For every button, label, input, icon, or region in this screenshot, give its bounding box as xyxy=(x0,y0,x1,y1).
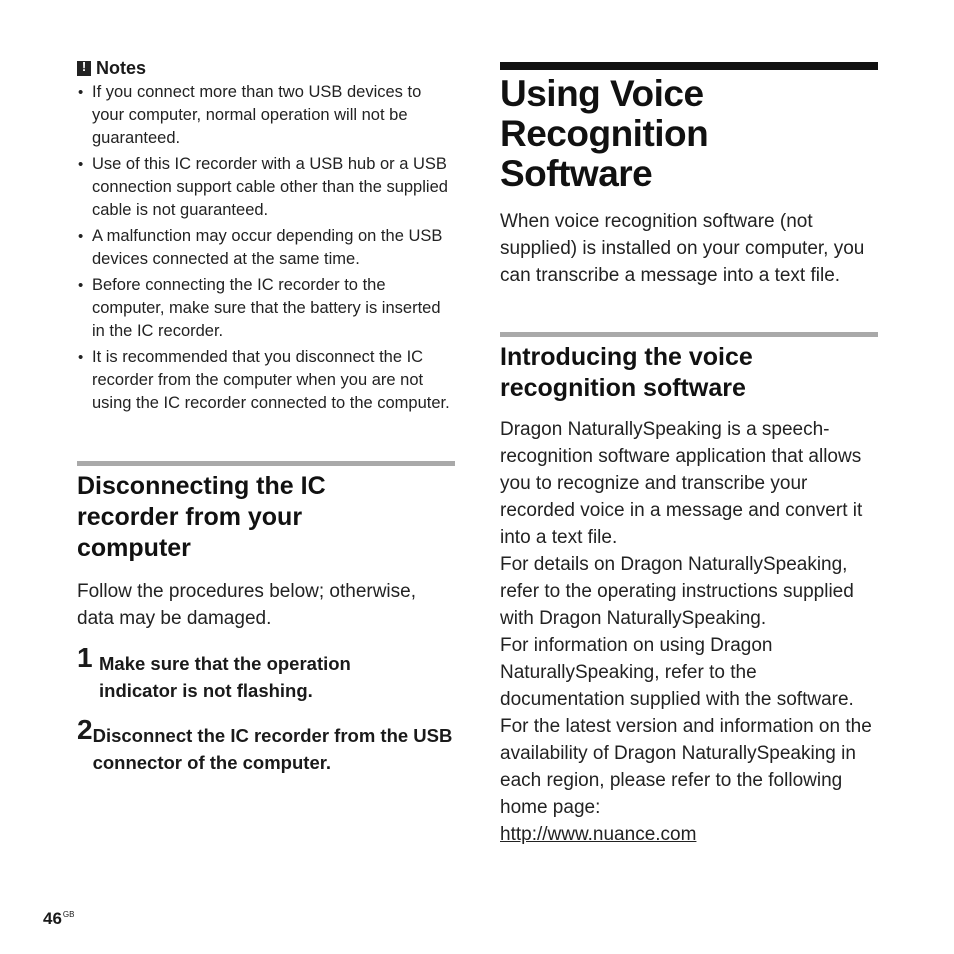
voice-intro: When voice recognition software (not supplied) is installed on your computer, you can transcribe a message into a text file. xyxy=(500,211,865,286)
section-divider xyxy=(77,461,455,466)
list-item: • It is recommended that you disconnect the IC recorder from the computer when you are not using the IC recorder connected to the computer. xyxy=(77,346,455,415)
list-item: • Before connecting the IC recorder to the computer, make sure that the battery is inserted in the IC recorder. xyxy=(77,274,455,343)
section-divider xyxy=(500,332,878,337)
step-2 xyxy=(77,714,455,776)
notes-heading-label: Notes xyxy=(96,58,147,78)
list-item: • Use of this IC recorder with a USB hub or a USB connection support cable other than the supplied cable is not guaranteed. xyxy=(77,153,455,222)
step-1 xyxy=(77,642,455,704)
right-column xyxy=(500,62,878,848)
voice-para-2: For details on Dragon NaturallySpeaking, refer to the operating instructions supplied with Dragon NaturallySpeaking. xyxy=(500,554,854,629)
disconnect-heading: Disconnecting the IC recorder from your computer xyxy=(77,472,326,562)
step-number: 2 xyxy=(77,714,93,745)
voice-para-3: For information on using Dragon NaturallySpeaking, refer to the documentation supplied with the software. For the latest version and information on the availability of Dragon NaturallySpeaking in each region, please refer to the following home page: xyxy=(500,635,872,818)
step-number: 1 xyxy=(77,642,93,673)
nuance-link[interactable]: http://www.nuance.com xyxy=(500,824,697,845)
page-number-value: 46 xyxy=(43,909,62,928)
voice-sub-heading: Introducing the voice recognition software xyxy=(500,343,753,402)
step-text: Disconnect the IC recorder from the USB connector of the computer. xyxy=(92,725,453,773)
list-item: • A malfunction may occur depending on the USB devices connected at the same time. xyxy=(77,225,455,271)
caution-icon xyxy=(77,61,91,76)
voice-link-line xyxy=(500,821,878,848)
title-rule xyxy=(500,62,878,70)
list-item: • If you connect more than two USB devices to your computer, normal operation will not be guaranteed. xyxy=(77,81,455,150)
page-number-suffix: GB xyxy=(62,910,75,920)
disconnect-intro: Follow the procedures below; otherwise, data may be damaged. xyxy=(77,581,417,629)
left-column xyxy=(77,58,455,776)
notes-heading xyxy=(77,58,455,79)
notes-list xyxy=(77,81,455,415)
page-title: Using Voice Recognition Software xyxy=(500,73,709,194)
page-number xyxy=(43,909,74,929)
step-text: Make sure that the operation indicator is not flashing. xyxy=(99,653,351,701)
voice-para-1: Dragon NaturallySpeaking is a speech-recognition software application that allows you to recognize and transcribe your recorded voice in a message and convert it into a text file. xyxy=(500,419,863,548)
